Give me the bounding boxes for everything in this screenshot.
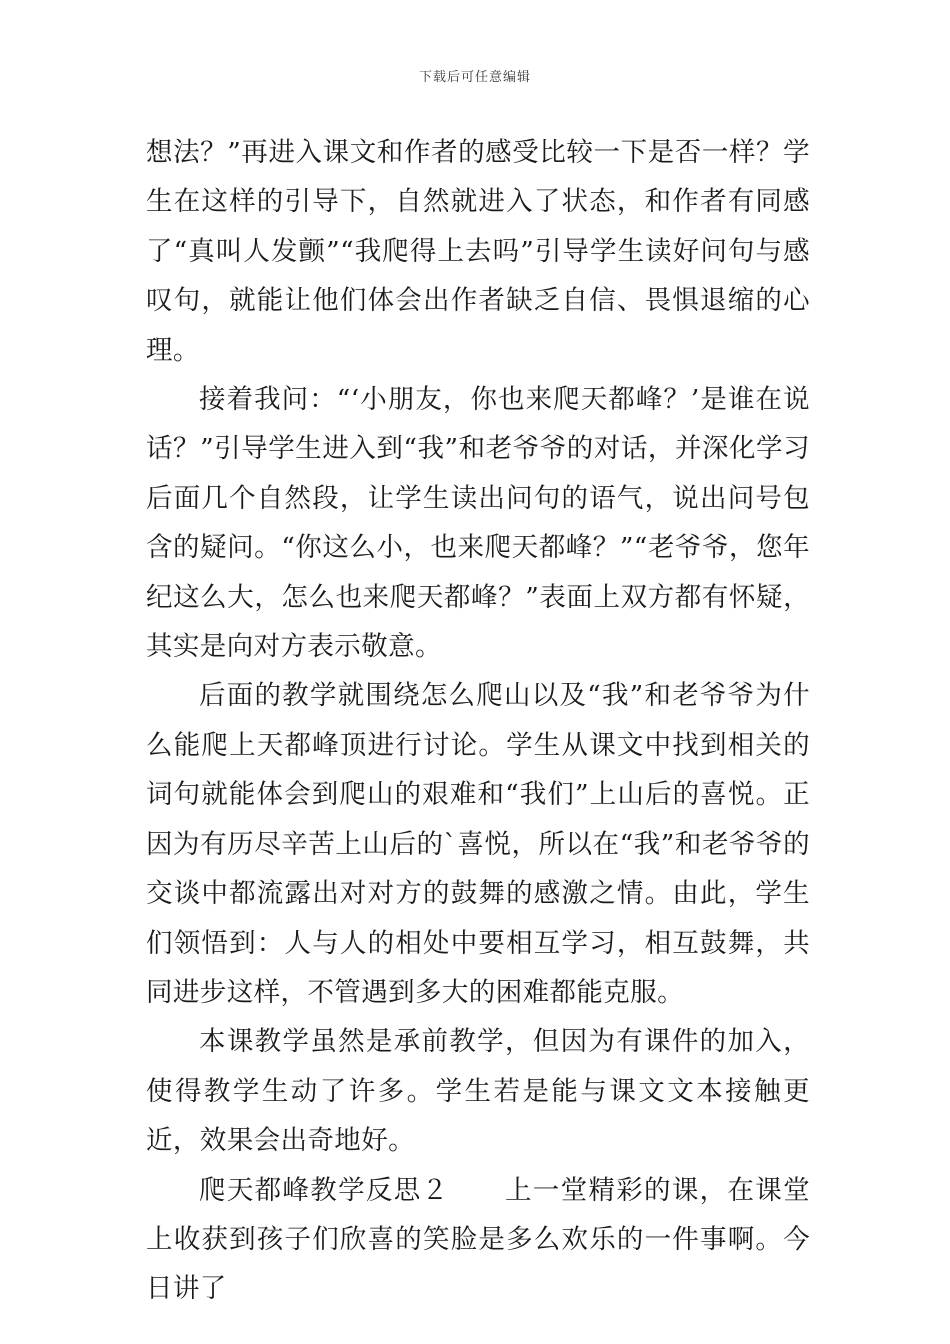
paragraph-2: 接着我问：“‘小朋友，你也来爬天都峰？’是谁在说话？”引导学生进入到“我”和老爷爷的对话，并深化学习后面几个自然段，让学生读出问句的语气，说出问号包含的疑问。“你这么小，也来爬天都峰？”“老爷爷，您年纪这么大，怎么也来爬天都峰？”表面上双方都有怀疑，其实是向对方表示敬意。 xyxy=(146,384,810,663)
paragraph-4: 本课教学虽然是承前教学，但因为有课件的加入，使得教学生动了许多。学生若是能与课文文本接触更近，效果会出奇地好。 xyxy=(146,1026,810,1157)
page-header: 下载后可任意编辑 xyxy=(418,70,531,85)
paragraph-3: 后面的教学就围绕怎么爬山以及“我”和老爷爷为什么能爬上天都峰顶进行讨论。学生从课文中找到相关的词句就能体会到爬山的艰难和“我们”上山后的喜悦。正因为有历尽辛苦上山后的`喜悦，所以在“我”和老爷爷的交谈中都流露出对对方的鼓舞的感激之情。由此，学生们领悟到：人与人的相处中要相互学习，相互鼓舞，共同进步这样，不管遇到多大的困难都能克服。 xyxy=(146,680,810,1008)
document-body xyxy=(146,128,810,1314)
paragraph-5: 爬天都峰教学反思２ 上一堂精彩的课，在课堂上收获到孩子们欣喜的笑脸是多么欢乐的一件事啊。今日讲了 xyxy=(146,1174,810,1305)
paragraph-1: 想法？”再进入课文和作者的感受比较一下是否一样？学生在这样的引导下，自然就进入了状态，和作者有同感了“真叫人发颤”“我爬得上去吗”引导学生读好问句与感叹句，就能让他们体会出作者缺乏自信、畏惧退缩的心理。 xyxy=(146,137,810,366)
